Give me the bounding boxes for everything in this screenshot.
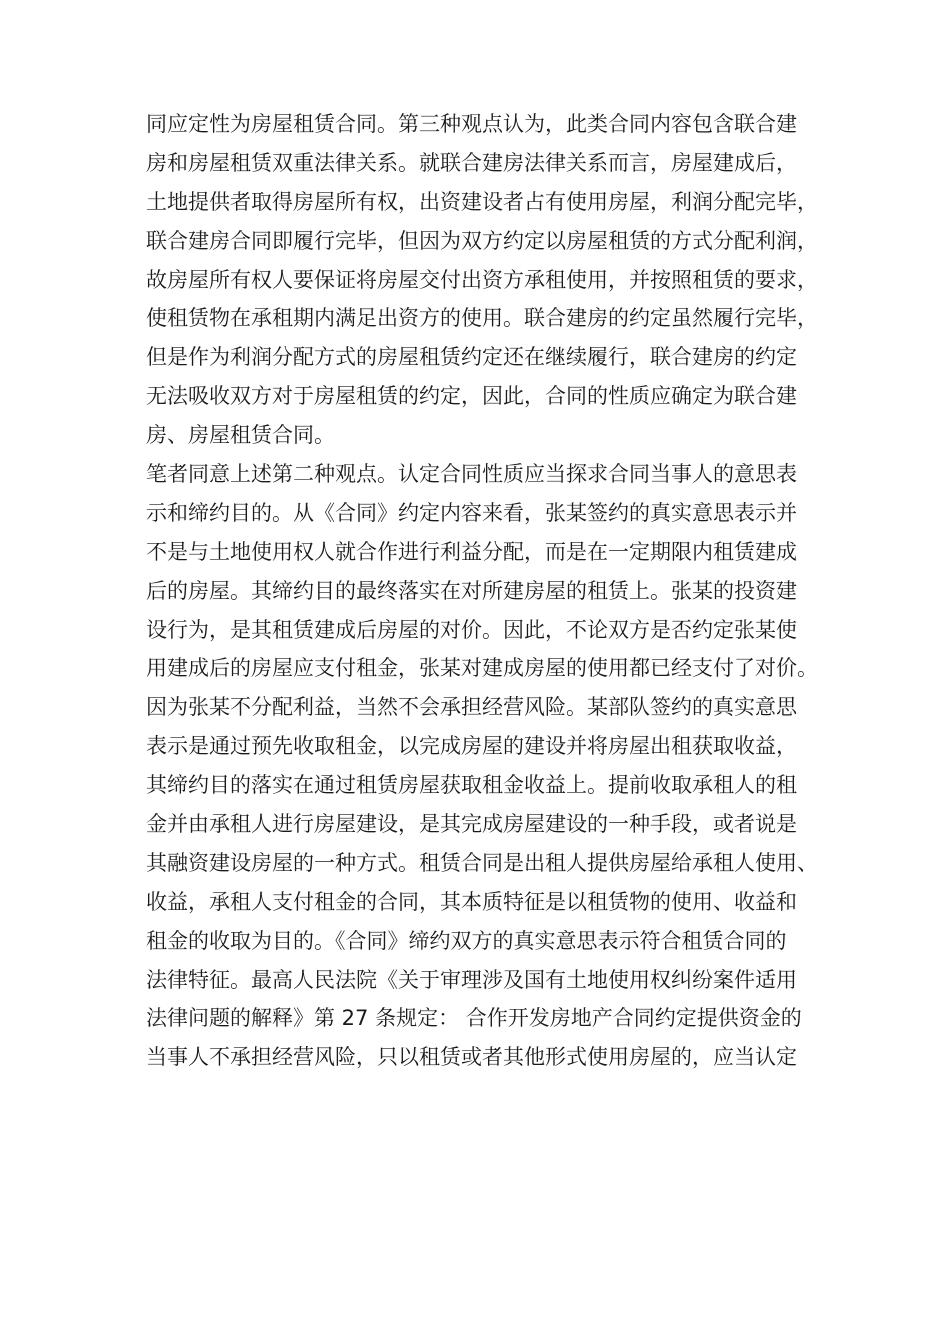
text-line: 金并由承租人进行房屋建设，是其完成房屋建设的一种手段，或者说是 — [146, 812, 797, 837]
body-text — [146, 105, 846, 1077]
text-line: 土地提供者取得房屋所有权，出资建设者占有使用房屋，利润分配完毕， — [146, 189, 818, 214]
text-line: 表示是通过预先收取租金，以完成房屋的建设并将房屋出租获取收益， — [146, 734, 797, 759]
text-line: 故房屋所有权人要保证将房屋交付出资方承租使用，并按照租赁的要求， — [146, 267, 818, 292]
text-line: 其缔约目的落实在通过租赁房屋获取租金收益上。提前收取承租人的租 — [146, 773, 797, 798]
text-line: 房、房屋租赁合同。 — [146, 423, 335, 448]
text-line: 联合建房合同即履行完毕，但因为双方约定以房屋租赁的方式分配利润， — [146, 228, 818, 253]
text-line: 笔者同意上述第二种观点。认定合同性质应当探求合同当事人的意思表 — [146, 462, 797, 487]
text-line: 无法吸收双方对于房屋租赁的约定，因此，合同的性质应确定为联合建 — [146, 384, 797, 409]
text-line: 使租赁物在承租期内满足出资方的使用。联合建房的约定虽然履行完毕， — [146, 306, 818, 331]
text-line: 但是作为利润分配方式的房屋租赁约定还在继续履行，联合建房的约定 — [146, 345, 797, 370]
text-line: 租金的收取为目的。《合同》缔约双方的真实意思表示符合租赁合同的 — [146, 928, 787, 953]
text-line: 当事人不承担经营风险，只以租赁或者其他形式使用房屋的，应当认定 — [146, 1045, 797, 1070]
text-line: 同应定性为房屋租赁合同。第三种观点认为，此类合同内容包含联合建 — [146, 112, 797, 136]
text-line: 设行为，是其租赁建成后房屋的对价。因此，不论双方是否约定张某使 — [146, 617, 797, 642]
text-line: 法律问题的解释》第 27 条规定： 合作开发房地产合同约定提供资金的 — [146, 1006, 802, 1031]
text-line: 其融资建设房屋的一种方式。租赁合同是出租人提供房屋给承租人使用、 — [146, 850, 818, 875]
text-line: 示和缔约目的。从《合同》约定内容来看，张某签约的真实意思表示并 — [146, 500, 797, 525]
text-line: 后的房屋。其缔约目的最终落实在对所建房屋的租赁上。张某的投资建 — [146, 578, 797, 603]
text-line: 不是与土地使用权人就合作进行利益分配，而是在一定期限内租赁建成 — [146, 539, 797, 564]
text-line: 因为张某不分配利益，当然不会承担经营风险。某部队签约的真实意思 — [146, 695, 797, 720]
text-line: 收益，承租人支付租金的合同，其本质特征是以租赁物的使用、收益和 — [146, 889, 797, 914]
text-line: 房和房屋租赁双重法律关系。就联合建房法律关系而言，房屋建成后， — [146, 150, 797, 175]
text-line: 用建成后的房屋应支付租金，张某对建成房屋的使用都已经支付了对价。 — [146, 656, 818, 681]
text-line: 法律特征。最高人民法院《关于审理涉及国有土地使用权纠纷案件适用 — [146, 967, 797, 992]
